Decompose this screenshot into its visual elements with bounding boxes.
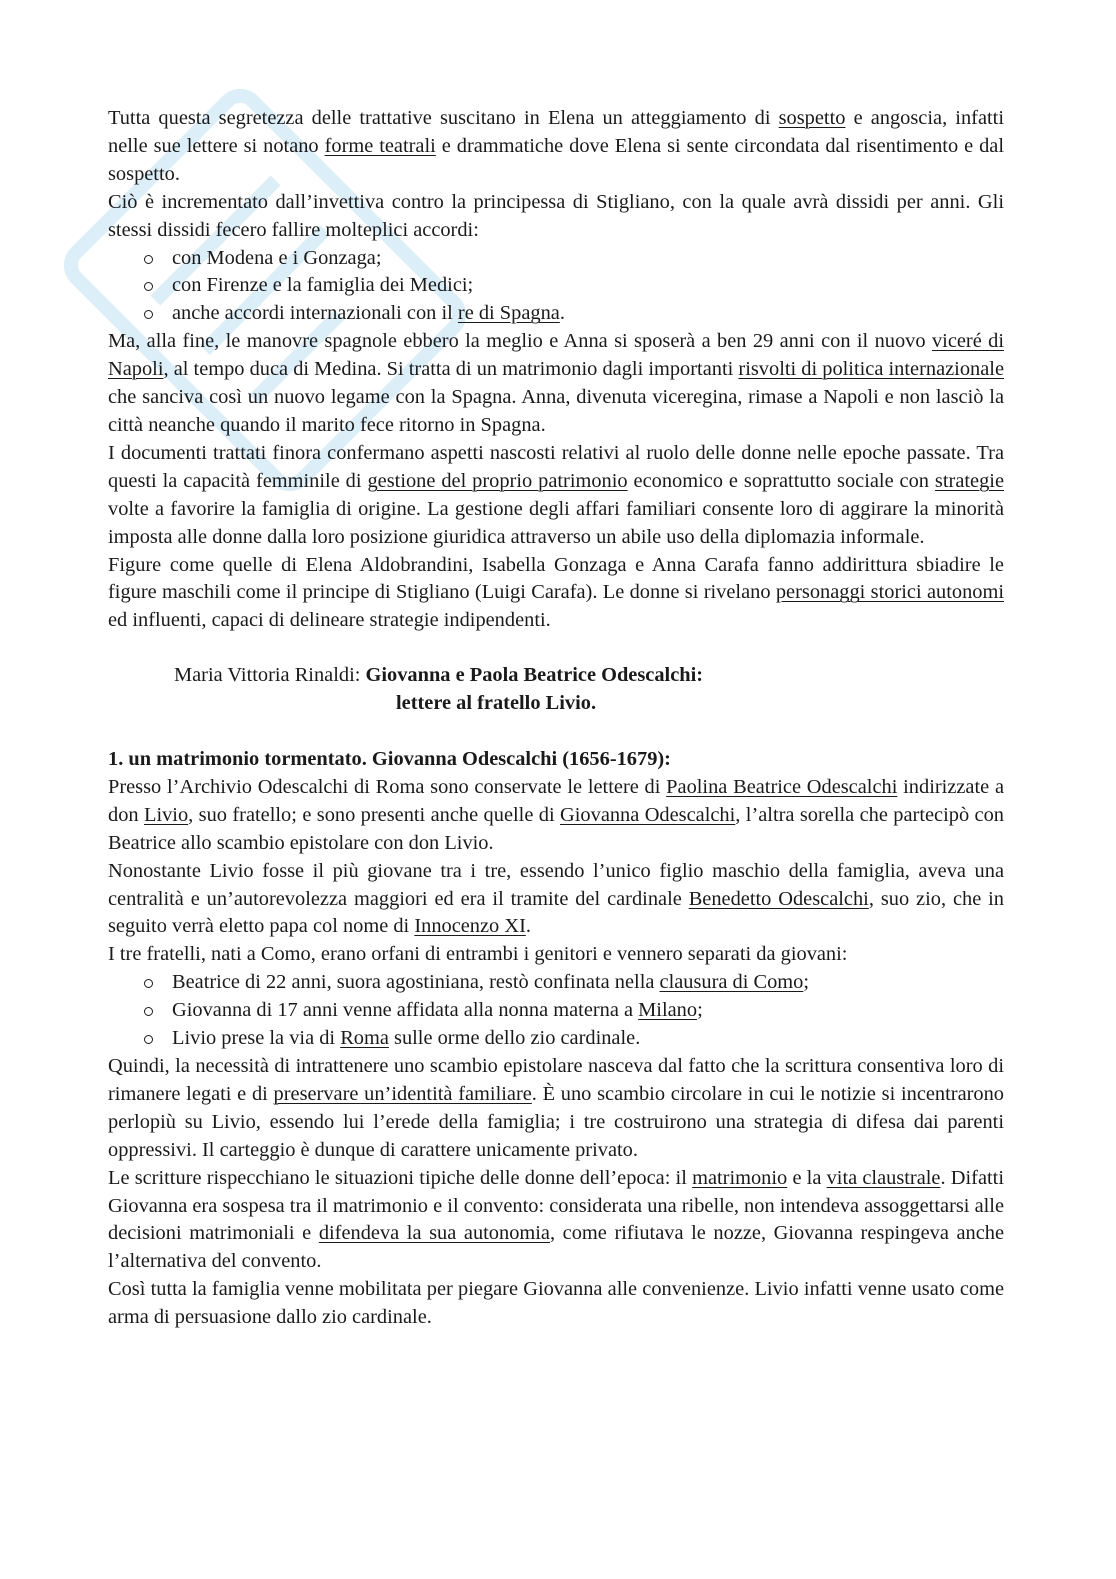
list-item: Beatrice di 22 anni, suora agostiniana, restò confinata nella clausura di Como; xyxy=(172,969,1004,997)
title-line-2: lettere al fratello Livio. xyxy=(396,692,597,715)
list-item: con Modena e i Gonzaga; xyxy=(172,245,1004,273)
list-item: Livio prese la via di Roma sulle orme dello zio cardinale. xyxy=(172,1025,1004,1053)
paragraph: Presso l’Archivio Odescalchi di Roma sono conservate le lettere di Paolina Beatrice Odescalchi indirizzate a don Livio, suo fratello; e sono presenti anche quelle di Giovanna Odescalchi, l’altra sorella che partecipò con Beatrice allo scambio epistolare con don Livio. xyxy=(108,775,1004,854)
chapter-title xyxy=(108,662,1004,718)
document-page xyxy=(108,105,1004,1332)
paragraph: Le scritture rispecchiano le situazioni tipiche delle donne dell’epoca: il matrimonio e la vita claustrale. Difatti Giovanna era sospesa tra il matrimonio e il convento: considerata una ribelle, non intendeva assoggettarsi alle decisioni matrimoniali e difendeva la sua autonomia, come rifiutava le nozze, Giovanna respingeva anche l’alternativa del convento. xyxy=(108,1166,1005,1273)
underlined-term: re di Spagna xyxy=(457,302,560,325)
paragraph: I tre fratelli, nati a Como, erano orfani di entrambi i genitori e vennero separati da giovani: xyxy=(108,943,848,966)
underlined-term: risvolti di politica internazionale xyxy=(738,358,1004,381)
underlined-term: forme teatrali xyxy=(324,134,436,157)
paragraph: Ma, alla fine, le manovre spagnole ebbero la meglio e Anna si sposerà a ben 29 anni con il nuovo viceré di Napoli, al tempo duca di Medina. Si tratta di un matrimonio dagli importanti risvolti di politica internazionale che sanciva così un nuovo legame con la Spagna. Anna, divenuta viceregina, rimase a Napoli e non lasciò la città neanche quando il marito fece ritorno in Spagna. xyxy=(108,330,1004,436)
underlined-term: Giovanna Odescalchi xyxy=(560,803,736,826)
underlined-term: difendeva la sua autonomia xyxy=(318,1222,550,1245)
underlined-term: vita claustrale xyxy=(826,1166,941,1189)
paragraph: Figure come quelle di Elena Aldobrandini, Isabella Gonzaga e Anna Carafa fanno addirittura sbiadire le figure maschili come il principe di Stigliano (Luigi Carafa). Le donne si rivelano personaggi storici autonomi ed influenti, capaci di delineare strategie indipendenti. xyxy=(108,553,1004,632)
underlined-term: gestione del proprio patrimonio xyxy=(367,469,628,492)
underlined-term: Paolina Beatrice Odescalchi xyxy=(666,775,898,798)
list-item: anche accordi internazionali con il re di Spagna. xyxy=(172,300,1004,328)
bullet-list xyxy=(108,969,1004,1053)
underlined-term: Roma xyxy=(340,1027,389,1050)
underlined-term: Benedetto Odescalchi xyxy=(688,887,869,910)
underlined-term: clausura di Como xyxy=(659,971,804,994)
list-item: Giovanna di 17 anni venne affidata alla nonna materna a Milano; xyxy=(172,997,1004,1025)
paragraph: Quindi, la necessità di intrattenere uno scambio epistolare nasceva dal fatto che la scrittura consentiva loro di rimanere legati e di preservare un’identità familiare. È uno scambio circolare in cui le notizie si incentrarono perlopiù su Livio, essendo lui l’erede della famiglia; i tre costruirono una strategia di difesa dai parenti oppressivi. Il carteggio è dunque di carattere unicamente privato. xyxy=(108,1055,1004,1161)
paragraph: I documenti trattati finora confermano aspetti nascosti relativi al ruolo delle donne nelle epoche passate. Tra questi la capacità femminile di gestione del proprio patrimonio economico e soprattutto sociale con strategie volte a favorire la famiglia di origine. La gestione degli affari familiari consente loro di aggirare la minorità imposta alle donne dalla loro posizione giuridica attraverso un abile uso della diplomazia informale. xyxy=(108,441,1004,548)
bullet-list xyxy=(108,245,1004,329)
underlined-term: preservare un’identità familiare xyxy=(273,1082,532,1105)
underlined-term: Livio xyxy=(143,803,189,826)
underlined-term: personaggi storici autonomi xyxy=(775,581,1004,604)
paragraph: Nonostante Livio fosse il più giovane tra i tre, essendo l’unico figlio maschio della famiglia, aveva una centralità e un’autorevolezza maggiori ed era il tramite del cardinale Benedetto Odescalchi, suo zio, che in seguito verrà eletto papa col nome di Innocenzo XI. xyxy=(108,859,1005,938)
title-author: Maria Vittoria Rinaldi: xyxy=(174,664,366,687)
paragraph: Così tutta la famiglia venne mobilitata per piegare Giovanna alle convenienze. Livio infatti venne usato come arma di persuasione dallo zio cardinale. xyxy=(108,1278,1004,1329)
underlined-term: Milano xyxy=(638,999,698,1022)
underlined-term: strategie xyxy=(934,469,1004,492)
paragraph: Tutta questa segretezza delle trattative suscitano in Elena un atteggiamento di sospetto e angoscia, infatti nelle sue lettere si notano forme teatrali e drammatiche dove Elena si sente circondata dal risentimento e dal sospetto. xyxy=(108,107,1004,185)
title-line-1: Giovanna e Paola Beatrice Odescalchi: xyxy=(365,664,704,687)
paragraph: Ciò è incrementato dall’invettiva contro la principessa di Stigliano, con la quale avrà dissidi per anni. Gli stessi dissidi fecero fallire molteplici accordi: xyxy=(108,190,1004,241)
list-item: con Firenze e la famiglia dei Medici; xyxy=(172,272,1004,300)
underlined-term: Innocenzo XI xyxy=(414,915,526,938)
underlined-term: sospetto xyxy=(778,107,846,129)
section-heading: 1. un matrimonio tormentato. Giovanna Odescalchi (1656-1679): xyxy=(108,748,671,771)
underlined-term: matrimonio xyxy=(692,1166,788,1189)
underlined-term: viceré di Napoli xyxy=(108,330,1004,381)
